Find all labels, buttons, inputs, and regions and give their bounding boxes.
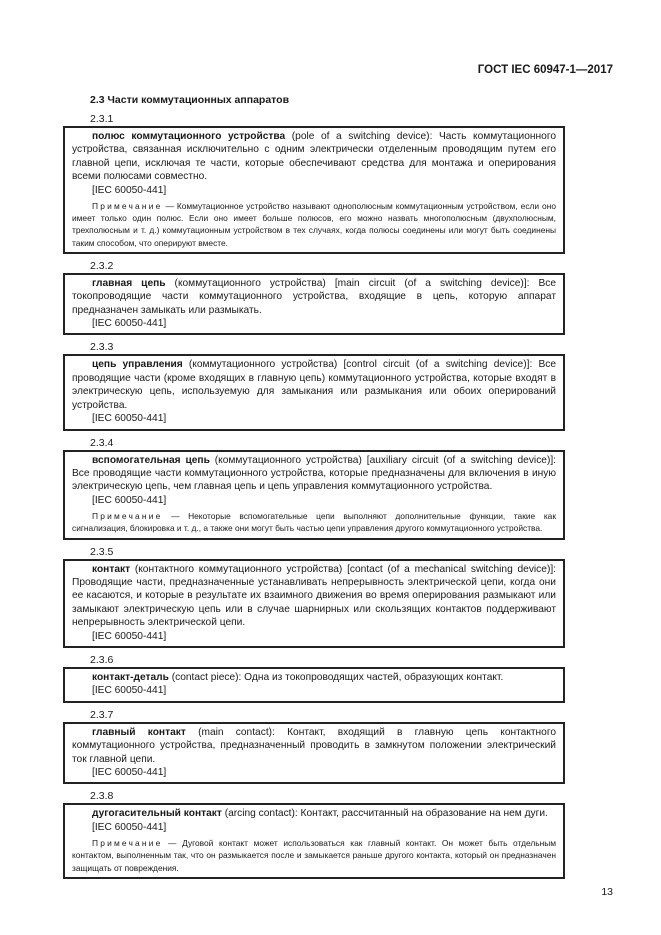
definition: [72, 807, 556, 820]
definition: [72, 671, 556, 684]
note-text: — Коммутационное устройство называют однополюсным коммутационным устройством, если оно имеет только один полюс. Если оно имеет больше полюсов, его можно назвать многополюсным (двухполюсным, трехполюсным и т. д.) коммутационным устройством в тех случаях, когда полюсы соединены или могут быть соединены таким способом, что оперируют вместе.: [72, 201, 556, 248]
term-definition-box: [63, 667, 565, 703]
definition-text: (контактного коммутационного устройства) [contact (of a mechanical switching device)]: Проводящие части, предназначенные устанавливать непрерывность электрической цепи, когда они ее касаются, и которые в результате их взаимного движения во время оперирования размыкают или замыкают электрическую цепь или в случае шарнирных или скользящих контактов поддерживают непрерывность электрической цепи.: [72, 563, 556, 629]
term-definition-box: [63, 273, 565, 336]
term-definition-box: [63, 803, 565, 878]
term-entry: [63, 112, 613, 254]
term-entry: [63, 259, 613, 336]
definition: [72, 726, 556, 766]
definition-text: (contact piece): Одна из токопроводящих частей, образующих контакт.: [168, 671, 504, 683]
term: контакт-деталь: [92, 671, 169, 683]
entry-number: 2.3.1: [90, 113, 114, 125]
term-definition-box: [63, 450, 565, 540]
note-text: — Дуговой контакт может использоваться как главный контакт. Он может быть отдельным контактом, выполненным так, что он размыкается после и замыкается раньше другого контакта, который он предназначен защищать от повреждения.: [72, 838, 556, 873]
definition-text: (коммутационного устройства) [auxiliary circuit (of a switching device)]: Все проводящие части коммутационного устройства, которые предназначены для включения в иную электрическую цепь, чем главная цепь и цепь управления коммутационного устройства.: [72, 454, 557, 493]
reference: [IEC 60050-441]: [92, 767, 167, 778]
term-definition-box: [63, 559, 565, 648]
term-entry: [63, 436, 613, 540]
definition: [72, 277, 556, 317]
reference: [IEC 60050-441]: [92, 494, 167, 506]
term: вспомогательная цепь: [92, 454, 210, 466]
term-definition-box: [63, 126, 565, 254]
note-label: Примечание: [92, 838, 163, 849]
definition: [72, 454, 556, 494]
page-number: 13: [601, 885, 613, 898]
term-entry: [63, 789, 613, 878]
entry-number: 2.3.7: [90, 708, 114, 721]
note: [72, 837, 556, 874]
note: [72, 200, 556, 249]
note-label: Примечание: [92, 511, 163, 522]
reference: [IEC 60050-441]: [92, 685, 167, 697]
note-label: Примечание: [92, 201, 163, 212]
term: дугогасительный контакт: [92, 808, 222, 820]
definition: [72, 358, 556, 412]
reference: [IEC 60050-441]: [92, 184, 167, 196]
reference: [IEC 60050-441]: [92, 821, 167, 833]
term: главная цепь: [92, 277, 166, 289]
term-entry: [63, 340, 613, 430]
term-definition-box: [63, 722, 565, 785]
entry-number: 2.3.3: [90, 341, 114, 354]
term: главный контакт: [92, 726, 186, 738]
definition-text: (коммутационного устройства) [main circuit (of a switching device)]: Все токопроводящие части коммутационного устройства, входящие в цепь, которую аппарат предназначен замыкать или размыкать.: [72, 277, 556, 316]
entry-number: 2.3.6: [90, 653, 114, 666]
term-entry: [63, 653, 613, 703]
term: полюс коммутационного устройства: [92, 131, 286, 142]
term-entry: [63, 545, 613, 648]
term: цепь управления: [92, 359, 183, 371]
entry-number: 2.3.5: [90, 545, 114, 558]
reference: [IEC 60050-441]: [92, 630, 167, 642]
definition-text: (коммутационного устройства) [control circuit (of a switching device)]: Все проводящие части (кроме входящих в главную цепь) коммутационного устройства, которые входят в электрическую цепь, используемую для замыкания или размыкания или обоих оперирований устройства.: [72, 359, 556, 411]
entry-number: 2.3.4: [90, 436, 114, 449]
term-entries: [63, 112, 613, 879]
reference: [IEC 60050-441]: [92, 413, 167, 425]
term-entry: [63, 708, 613, 785]
document-header: ГОСТ IEC 60947-1—2017: [477, 64, 613, 76]
entry-number: 2.3.8: [90, 790, 114, 803]
definition-text: (main contact): Контакт, входящий в главную цепь контактного коммутационного устройства, предназначенный проводить в замкнутом положении электрический ток главной цепи.: [72, 726, 557, 765]
entry-number: 2.3.2: [90, 259, 114, 272]
definition-text: (arcing contact): Контакт, рассчитанный на образование на нем дуги.: [221, 808, 548, 820]
definition: [72, 130, 556, 184]
section-title: 2.3 Части коммутационных аппаратов: [90, 94, 290, 106]
term-definition-box: [63, 354, 565, 430]
definition: [72, 563, 556, 630]
note: [72, 510, 556, 534]
note-text: — Некоторые вспомогательные цепи выполняют дополнительные функции, такие как сигнализация, блокировка и т. д., а также они могут быть частью цепи управления другого коммутационного устройства.: [72, 511, 556, 534]
reference: [IEC 60050-441]: [92, 318, 167, 330]
term: контакт: [92, 563, 131, 575]
definition-text: (pole of a switching device): Часть коммутационного устройства, связанная исключительно с одним электрически отделенным проводящим путем его главной цепи, исключая те части, которые обеспечивают средства для монтажа и оперирования всеми полюсами совместно.: [72, 131, 556, 183]
